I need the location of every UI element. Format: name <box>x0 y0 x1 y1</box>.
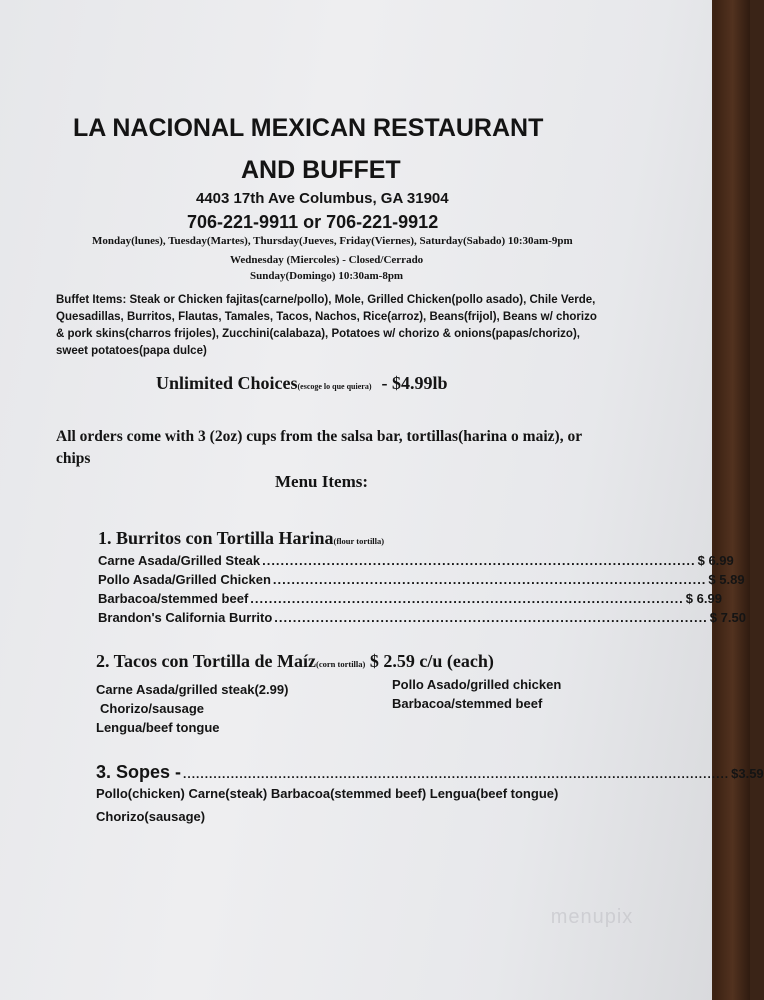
restaurant-name-line1: LA NACIONAL MEXICAN RESTAURANT <box>73 114 544 142</box>
buffet-items: Buffet Items: Steak or Chicken fajitas(carne/pollo), Mole, Grilled Chicken(pollo asado), Chile Verde, Quesadillas, Burritos, Flautas, Tamales, Tacos, Nachos, Rice(arroz), Beans(frijol), Beans w/ chorizo & pork skins(charros frijoles), Zucchini(calabaza), Potatoes w/ chorizo & onions(papas/chorizo), sweet potatoes(papa dulce) <box>56 294 597 357</box>
item-price: $ 5.89 <box>708 572 745 587</box>
menu-item <box>98 553 734 568</box>
item-label: Brandon's California Burrito <box>98 610 273 625</box>
item-label: Pollo Asada/Grilled Chicken <box>98 572 271 587</box>
hours-wednesday: Wednesday (Miercoles) - Closed/Cerrado <box>230 254 424 266</box>
dot-leader: .............................................................................................. <box>262 553 696 568</box>
unlimited-price: - $4.99lb <box>381 373 448 393</box>
taco-item: Carne Asada/grilled steak(2.99) <box>96 682 289 697</box>
dot-leader: .............................................................................................. <box>250 591 684 606</box>
item-price: $ 6.99 <box>685 591 722 606</box>
tacos-title: 2. Tacos con Tortilla de Maíz <box>96 651 317 671</box>
menu-item <box>98 610 746 625</box>
sopes-title: 3. Sopes - <box>96 762 182 782</box>
hours-sunday: Sunday(Domingo) 10:30am-8pm <box>250 270 404 282</box>
burritos-note: (flour tortilla) <box>333 536 385 546</box>
burritos-title: 1. Burritos con Tortilla Harina <box>98 528 334 548</box>
menu-item <box>98 591 722 606</box>
taco-item: Lengua/beef tongue <box>96 720 220 735</box>
item-label: Carne Asada/Grilled Steak <box>98 553 261 568</box>
orders-note: All orders come with 3 (2oz) cups from the salsa bar, tortillas(harina o maiz), or chips <box>56 428 582 467</box>
item-price: $ 6.99 <box>697 553 734 568</box>
taco-item: Pollo Asado/grilled chicken <box>392 677 562 692</box>
sopes-options-line1: Pollo(chicken) Carne(steak) Barbacoa(stemmed beef) Lengua(beef tongue) <box>96 786 559 801</box>
menu-heading: Menu Items: <box>275 472 369 491</box>
address: 4403 17th Ave Columbus, GA 31904 <box>196 190 449 207</box>
item-price: $ 7.50 <box>709 610 746 625</box>
dot-leader: .............................................................................................. <box>274 610 708 625</box>
taco-item: Chorizo/sausage <box>100 701 205 716</box>
tacos-note: (corn tortilla) <box>316 659 366 669</box>
tacos-heading <box>96 651 494 672</box>
phone-numbers: 706-221-9911 or 706-221-9912 <box>187 212 439 232</box>
dot-leader: .............................................................................................. <box>272 572 707 587</box>
item-label: Barbacoa/stemmed beef <box>98 591 249 606</box>
unlimited-choices <box>156 373 448 394</box>
taco-item: Barbacoa/stemmed beef <box>392 696 543 711</box>
sopes-price: $3.59 <box>731 766 764 781</box>
menupix-watermark: menupix <box>550 905 634 928</box>
menu-item <box>98 572 745 587</box>
unlimited-note: (escoge lo que quiera) <box>297 382 372 391</box>
sopes-heading <box>96 762 764 783</box>
hours-weekdays: Monday(lunes), Tuesday(Martes), Thursday(Jueves, Friday(Viernes), Saturday(Sabado) 10:30am-9pm <box>92 235 573 247</box>
restaurant-name-line2: AND BUFFET <box>241 156 401 184</box>
tacos-price: $ 2.59 c/u (each) <box>369 651 494 671</box>
unlimited-label: Unlimited Choices <box>156 373 298 393</box>
sopes-options-line2: Chorizo(sausage) <box>96 809 206 824</box>
dot-leader: .............................................................................................................................. <box>183 767 730 781</box>
burritos-heading <box>98 528 384 549</box>
